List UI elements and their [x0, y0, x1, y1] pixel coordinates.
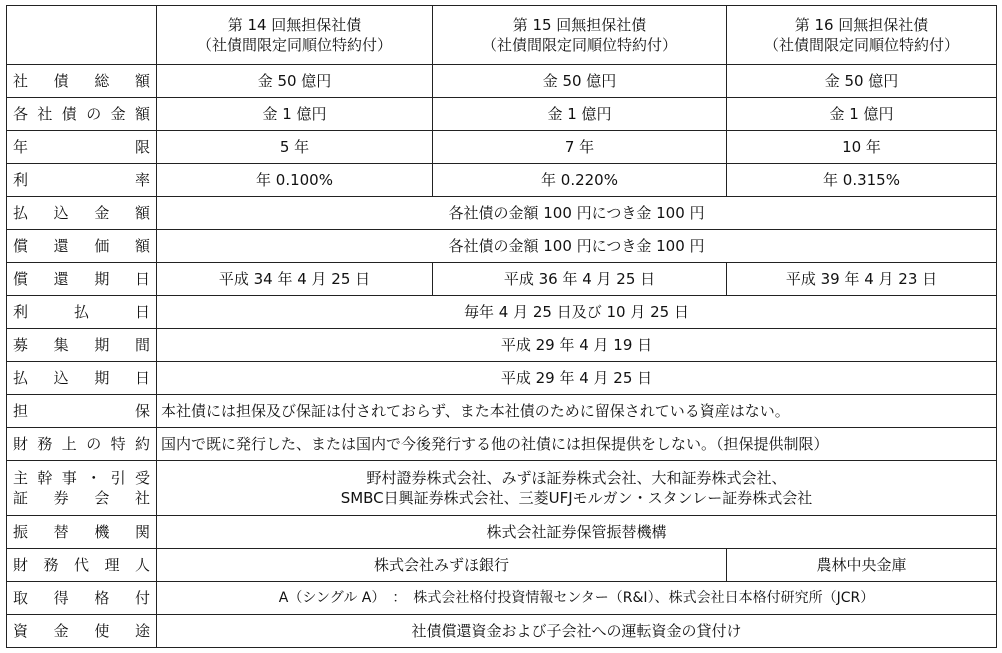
label-underwriters: [7, 461, 157, 516]
row-interest-payment-date: [7, 296, 997, 329]
value-redemption-date-15: 平成 36 年 4 月 25 日: [433, 263, 727, 296]
row-rating: [7, 582, 997, 615]
label-redemption-price: 償還価額: [7, 230, 157, 263]
value-fiscal-agent-b: 農林中央金庫: [727, 549, 997, 582]
label-rating: 取得格付: [7, 582, 157, 615]
value-payment-date: 平成 29 年 4 月 25 日: [157, 362, 997, 395]
value-redemption-date-16: 平成 39 年 4 月 23 日: [727, 263, 997, 296]
label-payment-date: 払込期日: [7, 362, 157, 395]
value-underwriters: [157, 461, 997, 516]
series-14-header: [157, 6, 433, 65]
label-payment-amount: 払込金額: [7, 197, 157, 230]
value-redemption-price: 各社債の金額 100 円につき金 100 円: [157, 230, 997, 263]
value-denomination-16: 金 1 億円: [727, 98, 997, 131]
value-fiscal-agent-a: 株式会社みずほ銀行: [157, 549, 727, 582]
value-term-15: 7 年: [433, 131, 727, 164]
row-payment-date: [7, 362, 997, 395]
series-16-header: [727, 6, 997, 65]
series-15-header: [433, 6, 727, 65]
label-interest-payment-date: 利払日: [7, 296, 157, 329]
row-redemption-date: [7, 263, 997, 296]
bond-terms-table: [6, 5, 997, 648]
row-underwriters: [7, 461, 997, 516]
row-denomination: [7, 98, 997, 131]
row-transfer-agency: [7, 516, 997, 549]
row-term: [7, 131, 997, 164]
label-redemption-date: 償還期日: [7, 263, 157, 296]
value-interest-rate-16: 年 0.315%: [727, 164, 997, 197]
label-financial-covenants: 財務上の特約: [7, 428, 157, 461]
value-transfer-agency: 株式会社証券保管振替機構: [157, 516, 997, 549]
label-transfer-agency: 振替機関: [7, 516, 157, 549]
value-term-14: 5 年: [157, 131, 433, 164]
header-row: [7, 6, 997, 65]
series-14-subtitle: （社債間限定同順位特約付）: [196, 36, 392, 54]
value-payment-amount: 各社債の金額 100 円につき金 100 円: [157, 197, 997, 230]
label-underwriters-line2: 証券会社: [13, 489, 150, 507]
label-denomination: 各社債の金額: [7, 98, 157, 131]
row-subscription-period: [7, 329, 997, 362]
value-term-16: 10 年: [727, 131, 997, 164]
value-collateral: 本社債には担保及び保証は付されておらず、また本社債のために留保されている資産はない。: [157, 395, 997, 428]
row-total-amount: [7, 65, 997, 98]
label-total-amount: 社債総額: [7, 65, 157, 98]
row-payment-amount: [7, 197, 997, 230]
series-15-subtitle: （社債間限定同順位特約付）: [481, 36, 677, 54]
value-denomination-15: 金 1 億円: [433, 98, 727, 131]
label-term: 年限: [7, 131, 157, 164]
value-total-amount-14: 金 50 億円: [157, 65, 433, 98]
corner-cell: [7, 6, 157, 65]
label-use-of-funds: 資金使途: [7, 615, 157, 648]
label-underwriters-line1: 主幹事・引受: [13, 469, 150, 487]
series-16-subtitle: （社債間限定同順位特約付）: [763, 36, 959, 54]
value-denomination-14: 金 1 億円: [157, 98, 433, 131]
value-interest-rate-14: 年 0.100%: [157, 164, 433, 197]
value-financial-covenants: 国内で既に発行した、または国内で今後発行する他の社債には担保提供をしない。（担保提供制限）: [157, 428, 997, 461]
label-interest-rate: 利率: [7, 164, 157, 197]
value-use-of-funds: 社債償還資金および子会社への運転資金の貸付け: [157, 615, 997, 648]
series-14-title: 第 14 回無担保社債: [227, 16, 362, 34]
row-interest-rate: [7, 164, 997, 197]
row-collateral: [7, 395, 997, 428]
label-collateral: 担保: [7, 395, 157, 428]
value-rating: A（シングル A） ： 株式会社格付投資情報センター（R&I）、株式会社日本格付研究所（JCR）: [157, 582, 997, 615]
underwriters-line2: SMBC日興証券株式会社、三菱UFJモルガン・スタンレー証券株式会社: [340, 489, 813, 507]
value-subscription-period: 平成 29 年 4 月 19 日: [157, 329, 997, 362]
row-use-of-funds: [7, 615, 997, 648]
row-fiscal-agent: [7, 549, 997, 582]
series-16-title: 第 16 回無担保社債: [794, 16, 929, 34]
value-total-amount-15: 金 50 億円: [433, 65, 727, 98]
value-interest-rate-15: 年 0.220%: [433, 164, 727, 197]
label-subscription-period: 募集期間: [7, 329, 157, 362]
underwriters-line1: 野村證券株式会社、みずほ証券株式会社、大和証券株式会社、: [366, 469, 787, 487]
value-total-amount-16: 金 50 億円: [727, 65, 997, 98]
value-redemption-date-14: 平成 34 年 4 月 25 日: [157, 263, 433, 296]
row-redemption-price: [7, 230, 997, 263]
label-fiscal-agent: 財務代理人: [7, 549, 157, 582]
value-interest-payment-date: 毎年 4 月 25 日及び 10 月 25 日: [157, 296, 997, 329]
row-financial-covenants: [7, 428, 997, 461]
series-15-title: 第 15 回無担保社債: [512, 16, 647, 34]
